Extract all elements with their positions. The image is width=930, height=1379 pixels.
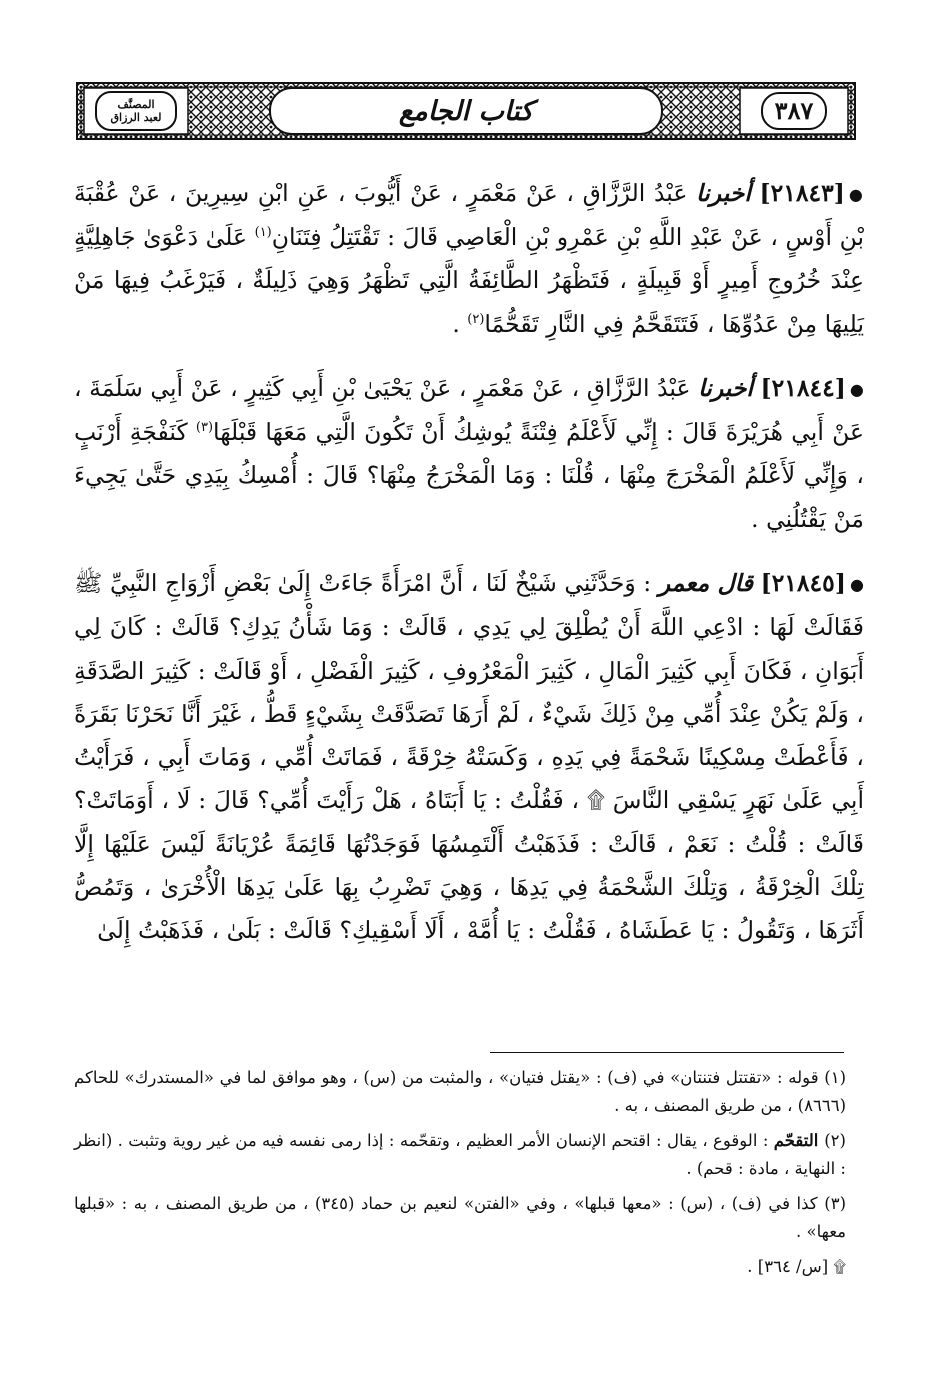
logo-line-2: لعبد الرزاق	[110, 111, 162, 124]
footnote-label: ۩	[833, 1257, 846, 1276]
footnote-separator	[490, 1052, 844, 1053]
hadith-entry-21844	[74, 367, 864, 541]
footnote-ref-3[interactable]: (٣)	[195, 420, 214, 436]
main-text	[74, 172, 864, 974]
logo-seal	[95, 91, 177, 131]
entry-text: عَبْدُ الرَّزَّاقِ ، عَنْ مَعْمَرٍ ، عَنْ أَيُّوبَ ، عَنِ ابْنِ سِيرِينَ ، عَنْ عُقْبَةَ بْنِ أَوْسٍ ، عَنْ عَبْدِ اللَّهِ بْنِ عَمْرِو بْنِ الْعَاصِي قَالَ : تَقْتَتِلُ فِتَنَانِ	[74, 179, 864, 252]
entry-number: [٢١٨٤٣]	[759, 179, 845, 207]
book-logo	[84, 88, 188, 134]
entry-text: .	[452, 309, 468, 338]
entry-text: ، فَقُلْتُ : يَا أَبَتَاهُ ، هَلْ رَأَيْتَ أُمِّي؟ قَالَ : لَا ، أَوَمَاتَتْ؟ قَالَتْ : قُلْتُ : نَعَمْ ، قَالَتْ : فَذَهَبْتُ أَلْتَمِسُهَا فَوَجَدْتُهَا قَائِمَةً عُرْيَانَةً لَيْسَ عَلَيْهَا إِلَّا تِلْكَ الْخِرْقَةُ ، وَتِلْكَ الشَّحْمَةُ فِي يَدِهَا ، وَهِيَ تَضْرِبُ بِهَا عَلَىٰ يَدِهَا الْأُخْرَىٰ ، وَتَمُصُّ أَثَرَهَا ، وَتَقُولُ : يَا عَطَشَاهُ ، فَقُلْتُ : يَا أُمَّهْ ، أَلَا أَسْقِيكِ؟ قَالَتْ : بَلَىٰ ، فَذَهَبْتُ إِلَىٰ	[74, 786, 864, 945]
footnote-1	[74, 1064, 846, 1119]
bullet-icon: ●	[848, 184, 864, 204]
bullet-icon: ●	[849, 379, 864, 399]
bullet-icon: ●	[849, 574, 864, 594]
footnote-text: [س/ ٣٦٤] .	[747, 1257, 834, 1276]
entry-text: : وَحَدَّثَنِي شَيْخٌ لَنَا ، أَنَّ امْرَأَةً جَاءَتْ إِلَىٰ بَعْضِ أَزْوَاجِ النَّبِيِّ ﷺ فَقَالَتْ لَهَا : ادْعِي اللَّهَ أَنْ يُطْلِقَ لِي يَدِي ، قَالَتْ : وَمَا شَأْنُ يَدِكِ؟ قَالَتْ : كَانَ لِي أَبَوَانِ ، فَكَانَ أَبِي كَثِيرَ الْمَالِ ، كَثِيرَ الْمَعْرُوفِ ، كَثِيرَ الْفَضْلِ ، أَوْ قَالَتْ : كَثِيرَ الصَّدَقَةِ ، وَلَمْ يَكُنْ عِنْدَ أُمِّي مِنْ ذَلِكَ شَيْءٌ ، لَمْ أَرَهَا تَصَدَّقَتْ بِشَيْءٍ قَطُّ ، غَيْرَ أَنَّا نَحَرْنَا بَقَرَةً ، فَأَعْطَتْ مِسْكِينًا شَحْمَةً فِي يَدِهِ ، وَكَسَتْهُ خِرْقَةً ، فَمَاتَتْ أُمِّي ، وَمَاتَ أَبِي ، فَرَأَيْتُ أَبِي عَلَىٰ نَهَرٍ يَسْقِي النَّاسَ	[74, 569, 864, 815]
footnote-4	[74, 1253, 846, 1281]
footnote-ref-2[interactable]: (٢)	[467, 311, 485, 327]
qala-mamar: قال معمر	[658, 569, 753, 598]
footnote-label: (٣)	[824, 1194, 846, 1213]
entry-text: كَنَفْجَةِ أَرْنَبٍ ، وَإِنِّي لَأَعْلَمُ الْمَخْرَجَ مِنْهَا ، قُلْنَا : وَمَا الْمَخْرَجُ مِنْهَا؟ قَالَ : أُمْسِكُ بِيَدِي حَتَّىٰ يَجِيءَ مَنْ يَقْتُلُنِي .	[74, 418, 864, 533]
entry-text: عَلَىٰ دَعْوَىٰ جَاهِلِيَّةٍ عِنْدَ خُرُوجِ أَمِيرٍ أَوْ قَبِيلَةٍ ، فَتَظْهَرُ الطَّائِفَةُ الَّتِي تَظْهَرُ وَهِيَ ذَلِيلَةٌ ، فَيَرْغَبُ فِيهَا مَنْ يَلِيهَا مِنْ عَدُوِّهَا ، فَتَتَقَحَّمُ فِي النَّارِ تَقَحُّمًا	[74, 223, 864, 338]
akhbarana-word: أخبرنا	[696, 179, 751, 207]
entry-text: عَبْدُ الرَّزَّاقِ ، عَنْ مَعْمَرٍ ، عَنْ يَحْيَىٰ بْنِ أَبِي كَثِيرٍ ، عَنْ أَبِي سَلَمَةَ ، عَنْ أَبِي هُرَيْرَةَ قَالَ : إِنِّي لَأَعْلَمُ فِتْنَةً يُوشِكُ أَنْ تَكُونَ الَّتِي مَعَهَا قَبْلَهَا	[74, 374, 864, 447]
entry-number: [٢١٨٤٥]	[760, 569, 846, 598]
manuscript-marker-icon: ۩	[586, 786, 605, 815]
hadith-entry-21843	[74, 172, 864, 346]
footnote-label: (٢)	[824, 1131, 846, 1150]
footnote-2	[74, 1127, 846, 1182]
page-header	[76, 82, 856, 140]
footnote-text: : الوقوع ، يقال : اقتحم الإنسان الأمر العظيم ، وتقحّمه : إذا رمى نفسه فيه من غير روية وتثبت . (انظر : النهاية ، مادة : قحم) .	[74, 1131, 846, 1178]
footnote-label: (١)	[824, 1068, 846, 1087]
footnote-text: قوله : «تقتتل فتنتان» في (ف) : «يقتل فتيان» ، والمثبت من (س) ، وهو موافق لما في «المستدرك» للحاكم (٨٦٦٦) ، من طريق المصنف ، به .	[74, 1068, 846, 1115]
footnote-3	[74, 1190, 846, 1245]
page-number-cartouche	[740, 88, 848, 134]
footnotes	[74, 1064, 846, 1289]
running-title: كتاب الجامع	[398, 95, 534, 127]
footnote-ref-1[interactable]: (١)	[254, 225, 272, 241]
entry-number: [٢١٨٤٤]	[760, 374, 846, 403]
footnote-text: كذا في (ف) ، (س) : «معها قبلها» ، وفي «الفتن» لنعيم بن حماد (٣٤٥) ، من طريق المصنف ، به : «قبلها معها» .	[74, 1194, 846, 1241]
akhbarana-word: أخبرنا	[698, 374, 753, 403]
hadith-entry-21845	[74, 562, 864, 953]
page-number: ٣٨٧	[761, 92, 828, 130]
logo-line-1: المصنَّف	[117, 98, 155, 111]
footnote-keyword: التقحّم	[773, 1131, 825, 1150]
